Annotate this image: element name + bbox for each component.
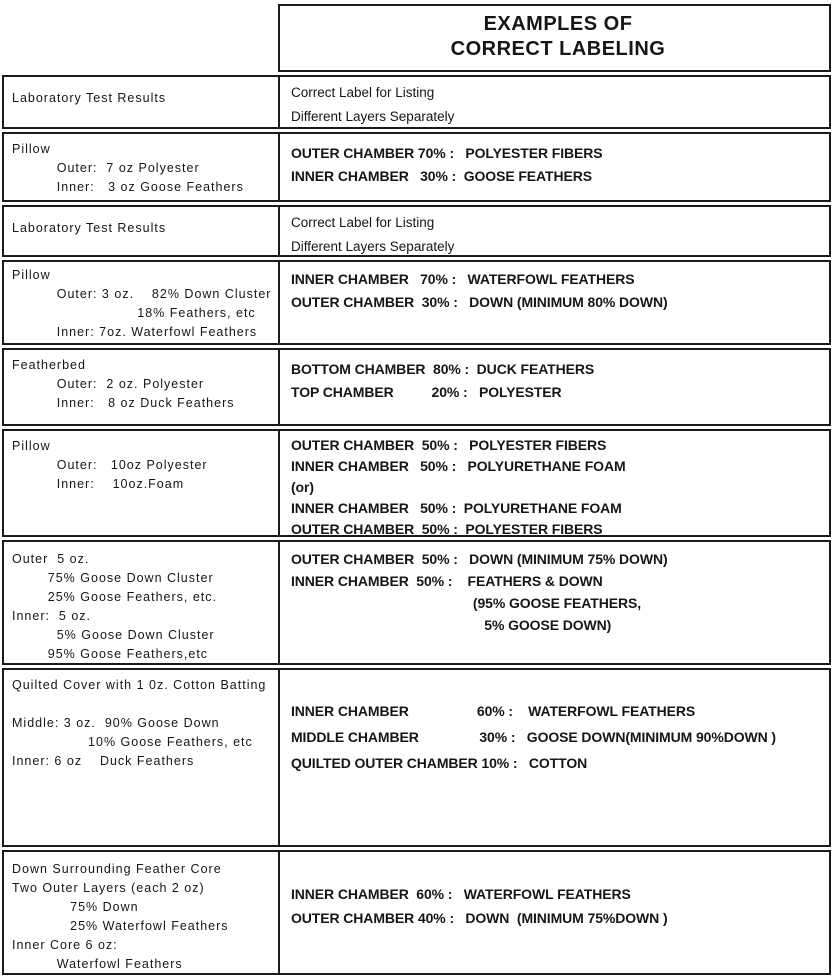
label-line: OUTER CHAMBER 40% : DOWN (MINIMUM 75%DOWN ) xyxy=(291,910,668,926)
spec-line: Inner: 3 oz Goose Feathers xyxy=(12,180,244,194)
spec-line: 10% Goose Feathers, etc xyxy=(12,735,253,749)
table-row xyxy=(2,348,831,426)
table-row xyxy=(2,205,831,257)
label-line: INNER CHAMBER 50% : POLYURETHANE FOAM xyxy=(291,500,622,516)
table-row xyxy=(2,75,831,129)
spec-line: Inner Core 6 oz: xyxy=(12,938,118,952)
spec-line: Inner: 7oz. Waterfowl Feathers xyxy=(12,325,258,339)
spec-line: 75% Down xyxy=(12,900,139,914)
spec-line: Outer: 2 oz. Polyester xyxy=(12,377,205,391)
label-line: (or) xyxy=(291,479,314,495)
label-line: OUTER CHAMBER 50% : POLYESTER FIBERS xyxy=(291,437,607,453)
label-line: INNER CHAMBER 60% : WATERFOWL FEATHERS xyxy=(291,703,696,719)
spec-line: Inner: 6 oz Duck Feathers xyxy=(12,754,195,768)
spec-line: Outer: 3 oz. 82% Down Cluster xyxy=(12,287,272,301)
table-row xyxy=(2,429,831,537)
label-cell xyxy=(280,134,829,200)
spec-line: Pillow xyxy=(12,268,51,282)
spec-line: Pillow xyxy=(12,439,51,453)
table-header-row xyxy=(2,4,831,72)
label-line: Different Layers Separately xyxy=(291,239,455,254)
label-cell xyxy=(280,262,829,343)
spec-line: 75% Goose Down Cluster xyxy=(12,571,214,585)
spec-line: Outer: 7 oz Polyester xyxy=(12,161,200,175)
spec-line: Inner: 8 oz Duck Feathers xyxy=(12,396,235,410)
table-row xyxy=(2,540,831,665)
table-row xyxy=(2,260,831,345)
spec-cell xyxy=(4,134,280,200)
spec-line: Laboratory Test Results xyxy=(12,91,167,105)
table-row xyxy=(2,668,831,847)
spec-cell xyxy=(4,77,280,127)
label-line: TOP CHAMBER 20% : POLYESTER xyxy=(291,384,562,400)
spec-line: Down Surrounding Feather Core xyxy=(12,862,222,876)
table-title-line: CORRECT LABELING xyxy=(450,38,666,60)
label-cell xyxy=(280,77,829,127)
spec-line xyxy=(12,695,274,714)
spec-cell xyxy=(4,852,280,973)
label-line: Correct Label for Listing xyxy=(291,215,435,230)
label-line: QUILTED OUTER CHAMBER 10% : COTTON xyxy=(291,755,588,771)
spec-line: Outer: 10oz Polyester xyxy=(12,458,208,472)
label-cell xyxy=(280,852,829,973)
label-line: (95% GOOSE FEATHERS, xyxy=(291,595,642,611)
label-line: OUTER CHAMBER 30% : DOWN (MINIMUM 80% DOWN) xyxy=(291,294,668,310)
label-line: OUTER CHAMBER 50% : POLYESTER FIBERS xyxy=(291,521,603,535)
spec-line: Outer 5 oz. xyxy=(12,552,90,566)
label-line: Different Layers Separately xyxy=(291,109,455,124)
spec-line: Two Outer Layers (each 2 oz) xyxy=(12,881,205,895)
header-left-blank xyxy=(2,4,278,72)
spec-line: 95% Goose Feathers,etc xyxy=(12,647,209,661)
spec-cell xyxy=(4,670,280,845)
label-line: OUTER CHAMBER 70% : POLYESTER FIBERS xyxy=(291,145,603,161)
label-line: INNER CHAMBER 50% : FEATHERS & DOWN xyxy=(291,573,603,589)
label-line: MIDDLE CHAMBER 30% : GOOSE DOWN(MINIMUM 90%DOWN ) xyxy=(291,729,776,745)
table-title-line: EXAMPLES OF xyxy=(483,13,633,35)
table-row xyxy=(2,850,831,975)
label-line: Correct Label for Listing xyxy=(291,85,435,100)
spec-line: Featherbed xyxy=(12,358,86,372)
spec-line: Waterfowl Feathers xyxy=(12,957,183,971)
label-line: OUTER CHAMBER 50% : DOWN (MINIMUM 75% DOWN) xyxy=(291,551,668,567)
label-cell xyxy=(280,670,829,845)
label-line: BOTTOM CHAMBER 80% : DUCK FEATHERS xyxy=(291,361,595,377)
label-line: 5% GOOSE DOWN) xyxy=(291,617,612,633)
spec-line: 18% Feathers, etc xyxy=(12,306,256,320)
spec-line: Inner: 5 oz. xyxy=(12,609,92,623)
spec-line: Inner: 10oz.Foam xyxy=(12,477,185,491)
label-cell xyxy=(280,431,829,535)
spec-line: Pillow xyxy=(12,142,51,156)
label-cell xyxy=(280,350,829,424)
spec-line: Middle: 3 oz. 90% Goose Down xyxy=(12,716,220,730)
spec-line: 5% Goose Down Cluster xyxy=(12,628,215,642)
label-cell xyxy=(280,542,829,663)
spec-cell xyxy=(4,262,280,343)
label-line: INNER CHAMBER 30% : GOOSE FEATHERS xyxy=(291,168,592,184)
spec-line: Quilted Cover with 1 0z. Cotton Batting xyxy=(12,678,267,692)
spec-cell xyxy=(4,350,280,424)
table-row xyxy=(2,132,831,202)
spec-cell xyxy=(4,431,280,535)
spec-line: Laboratory Test Results xyxy=(12,221,167,235)
label-line: INNER CHAMBER 60% : WATERFOWL FEATHERS xyxy=(291,886,631,902)
label-line: INNER CHAMBER 70% : WATERFOWL FEATHERS xyxy=(291,271,635,287)
spec-line: 25% Goose Feathers, etc. xyxy=(12,590,217,604)
spec-cell xyxy=(4,542,280,663)
spec-line: 25% Waterfowl Feathers xyxy=(12,919,229,933)
table-title xyxy=(278,4,831,72)
label-cell xyxy=(280,207,829,255)
spec-cell xyxy=(4,207,280,255)
label-line: INNER CHAMBER 50% : POLYURETHANE FOAM xyxy=(291,458,626,474)
